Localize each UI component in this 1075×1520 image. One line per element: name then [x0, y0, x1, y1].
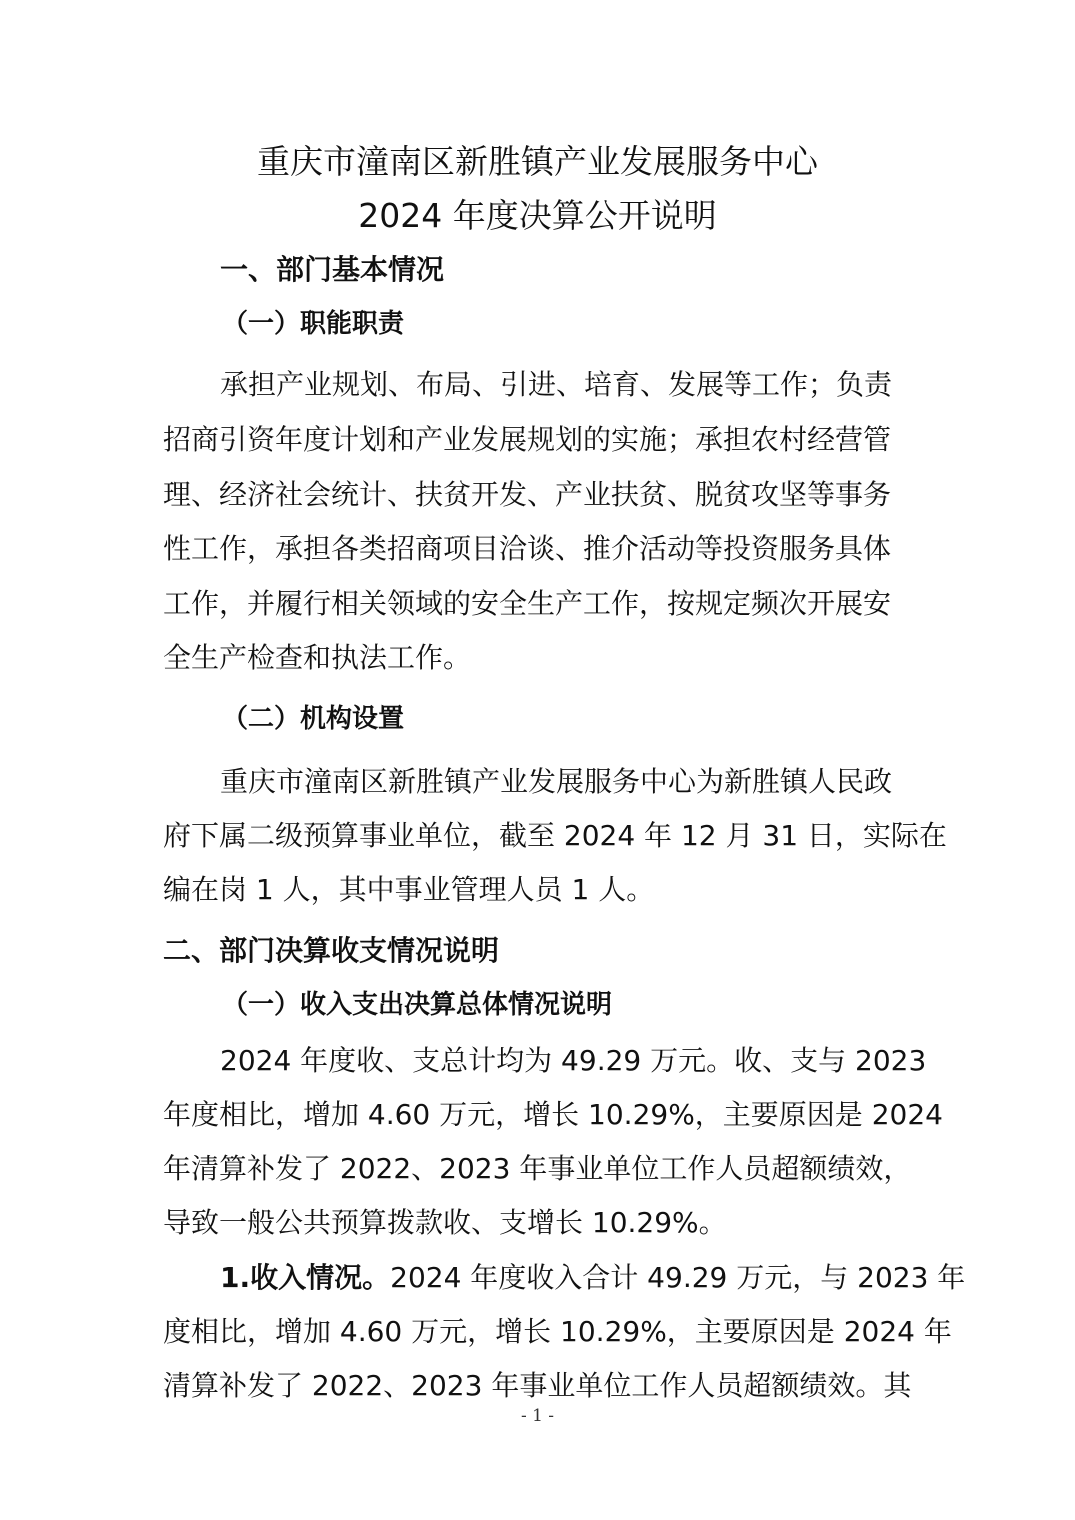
section1-sub1-heading: （一）职能职责: [222, 309, 405, 339]
paragraph-line: 年清算补发了 2022、2023 年事业单位工作人员超额绩效，: [163, 1152, 912, 1185]
paragraph-line: 招商引资年度计划和产业发展规划的实施；承担农村经营管: [163, 423, 892, 456]
income-paragraph-first-line: [220, 1258, 966, 1298]
paragraph-line: 重庆市潼南区新胜镇产业发展服务中心为新胜镇人民政: [220, 765, 893, 798]
paragraph-line: 性工作，承担各类招商项目洽谈、推介活动等投资服务具体: [163, 532, 892, 565]
paragraph-line: 工作，并履行相关领域的安全生产工作，按规定频次开展安: [163, 587, 892, 620]
paragraph-line: 年度相比，增加 4.60 万元，增长 10.29%，主要原因是 2024: [163, 1098, 943, 1131]
document-title-line1: 重庆市潼南区新胜镇产业发展服务中心: [257, 142, 818, 181]
section2-sub1-heading: （一）收入支出决算总体情况说明: [222, 990, 613, 1020]
paragraph-line: 2024 年度收、支总计均为 49.29 万元。收、支与 2023: [220, 1044, 927, 1077]
paragraph-line: 全生产检查和执法工作。: [163, 641, 472, 674]
paragraph-line: 导致一般公共预算拨款收、支增长 10.29%。: [163, 1206, 727, 1239]
paragraph-line: 府下属二级预算事业单位，截至 2024 年 12 月 31 日，实际在: [163, 819, 947, 852]
paragraph-line: 理、经济社会统计、扶贫开发、产业扶贫、脱贫攻坚等事务: [163, 478, 892, 511]
paragraph-line: 编在岗 1 人，其中事业管理人员 1 人。: [163, 873, 655, 906]
section2-heading: 二、部门决算收支情况说明: [163, 934, 500, 967]
section1-sub2-heading: （二）机构设置: [222, 704, 405, 734]
paragraph-line: 度相比，增加 4.60 万元，增长 10.29%，主要原因是 2024 年: [163, 1315, 952, 1348]
page-number: - 1 -: [520, 1406, 555, 1426]
income-label: 1.收入情况。: [220, 1261, 391, 1294]
document-title-line2: 2024 年度决算公开说明: [358, 196, 717, 235]
paragraph-line: 清算补发了 2022、2023 年事业单位工作人员超额绩效。其: [163, 1369, 912, 1402]
paragraph-line: 承担产业规划、布局、引进、培育、发展等工作；负责: [220, 368, 893, 401]
income-text: 2024 年度收入合计 49.29 万元，与 2023 年: [390, 1261, 966, 1294]
section1-heading: 一、部门基本情况: [220, 253, 445, 286]
